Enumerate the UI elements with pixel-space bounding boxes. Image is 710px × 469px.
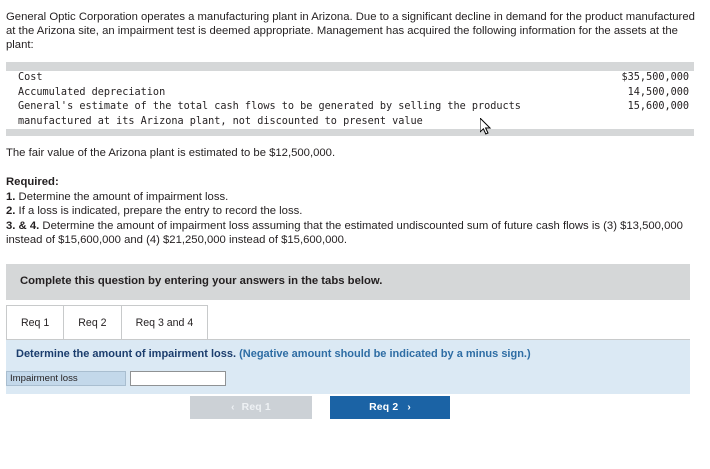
next-req-button[interactable] (330, 396, 450, 419)
row-amount: $35,500,000 (621, 72, 689, 83)
required-item-1 (6, 190, 700, 205)
question-prompt-text: Determine the amount of impairment loss. (16, 348, 237, 360)
table-row (6, 100, 694, 115)
instruction-bar (6, 264, 690, 300)
impairment-loss-label: Impairment loss (6, 371, 126, 386)
fair-value-statement: The fair value of the Arizona plant is estimated to be $12,500,000. (6, 147, 336, 159)
tab-req-3-and-4-label: Req 3 and 4 (135, 316, 194, 329)
answer-row (6, 371, 228, 386)
asset-information-table (6, 62, 694, 136)
instruction-text: Complete this question by entering your answers in the tabs below. (20, 275, 383, 287)
row-label: General's estimate of the total cash flows to be generated by selling the products (18, 101, 521, 113)
required-item-2 (6, 204, 700, 219)
required-section (6, 175, 700, 248)
req1-text: Determine the amount of impairment loss. (15, 190, 229, 203)
req2-number: 2. (6, 205, 16, 218)
row-amount (609, 115, 694, 130)
row-amount: 14,500,000 (627, 86, 689, 98)
intro-paragraph: General Optic Corporation operates a manufacturing plant in Arizona. Due to a significant decline in demand for the product manufactured at the Arizona site, an impairment test is deemed appropriate. Management has acquired the following information for the assets at the plant: (6, 11, 695, 52)
table-row (6, 86, 694, 101)
row-label: Cost (18, 72, 43, 83)
row-amount: 15,600,000 (627, 101, 689, 113)
req1-number: 1. (6, 190, 16, 203)
row-label: Accumulated depreciation (18, 86, 166, 98)
tab-req-2[interactable] (63, 305, 121, 339)
next-req-label: Req 2 (369, 402, 399, 413)
req34-number: 3. & 4. (6, 219, 40, 232)
impairment-loss-input[interactable] (130, 371, 226, 386)
table-footer-band (6, 129, 694, 136)
req2-text: If a loss is indicated, prepare the entry to record the loss. (15, 205, 303, 218)
tab-req-3-and-4[interactable] (121, 305, 209, 339)
tab-req-1[interactable] (6, 305, 64, 339)
tab-req-2-label: Req 2 (78, 316, 107, 329)
required-item-34 (6, 219, 700, 248)
tab-strip (6, 305, 208, 339)
row-label-continued: manufactured at its Arizona plant, not discounted to present value (18, 115, 423, 127)
table-row (6, 115, 694, 130)
table-row (6, 71, 694, 86)
req34-text: Determine the amount of impairment loss assuming that the estimated undiscounted sum of future cash flows is (3) $13,500,000 instead of $15,600,000 and (4) $21,250,000 instead of $15,600,000. (6, 219, 683, 247)
chevron-left-icon: ‹ (231, 402, 235, 413)
table-header-band (6, 62, 694, 71)
required-heading: Required: (6, 176, 59, 188)
question-note: (Negative amount should be indicated by a minus sign.) (239, 348, 531, 360)
chevron-right-icon: › (407, 402, 411, 413)
question-prompt (16, 348, 531, 360)
tab-req-1-label: Req 1 (21, 316, 50, 329)
previous-req-button[interactable] (190, 396, 312, 419)
previous-req-label: Req 1 (241, 402, 271, 413)
